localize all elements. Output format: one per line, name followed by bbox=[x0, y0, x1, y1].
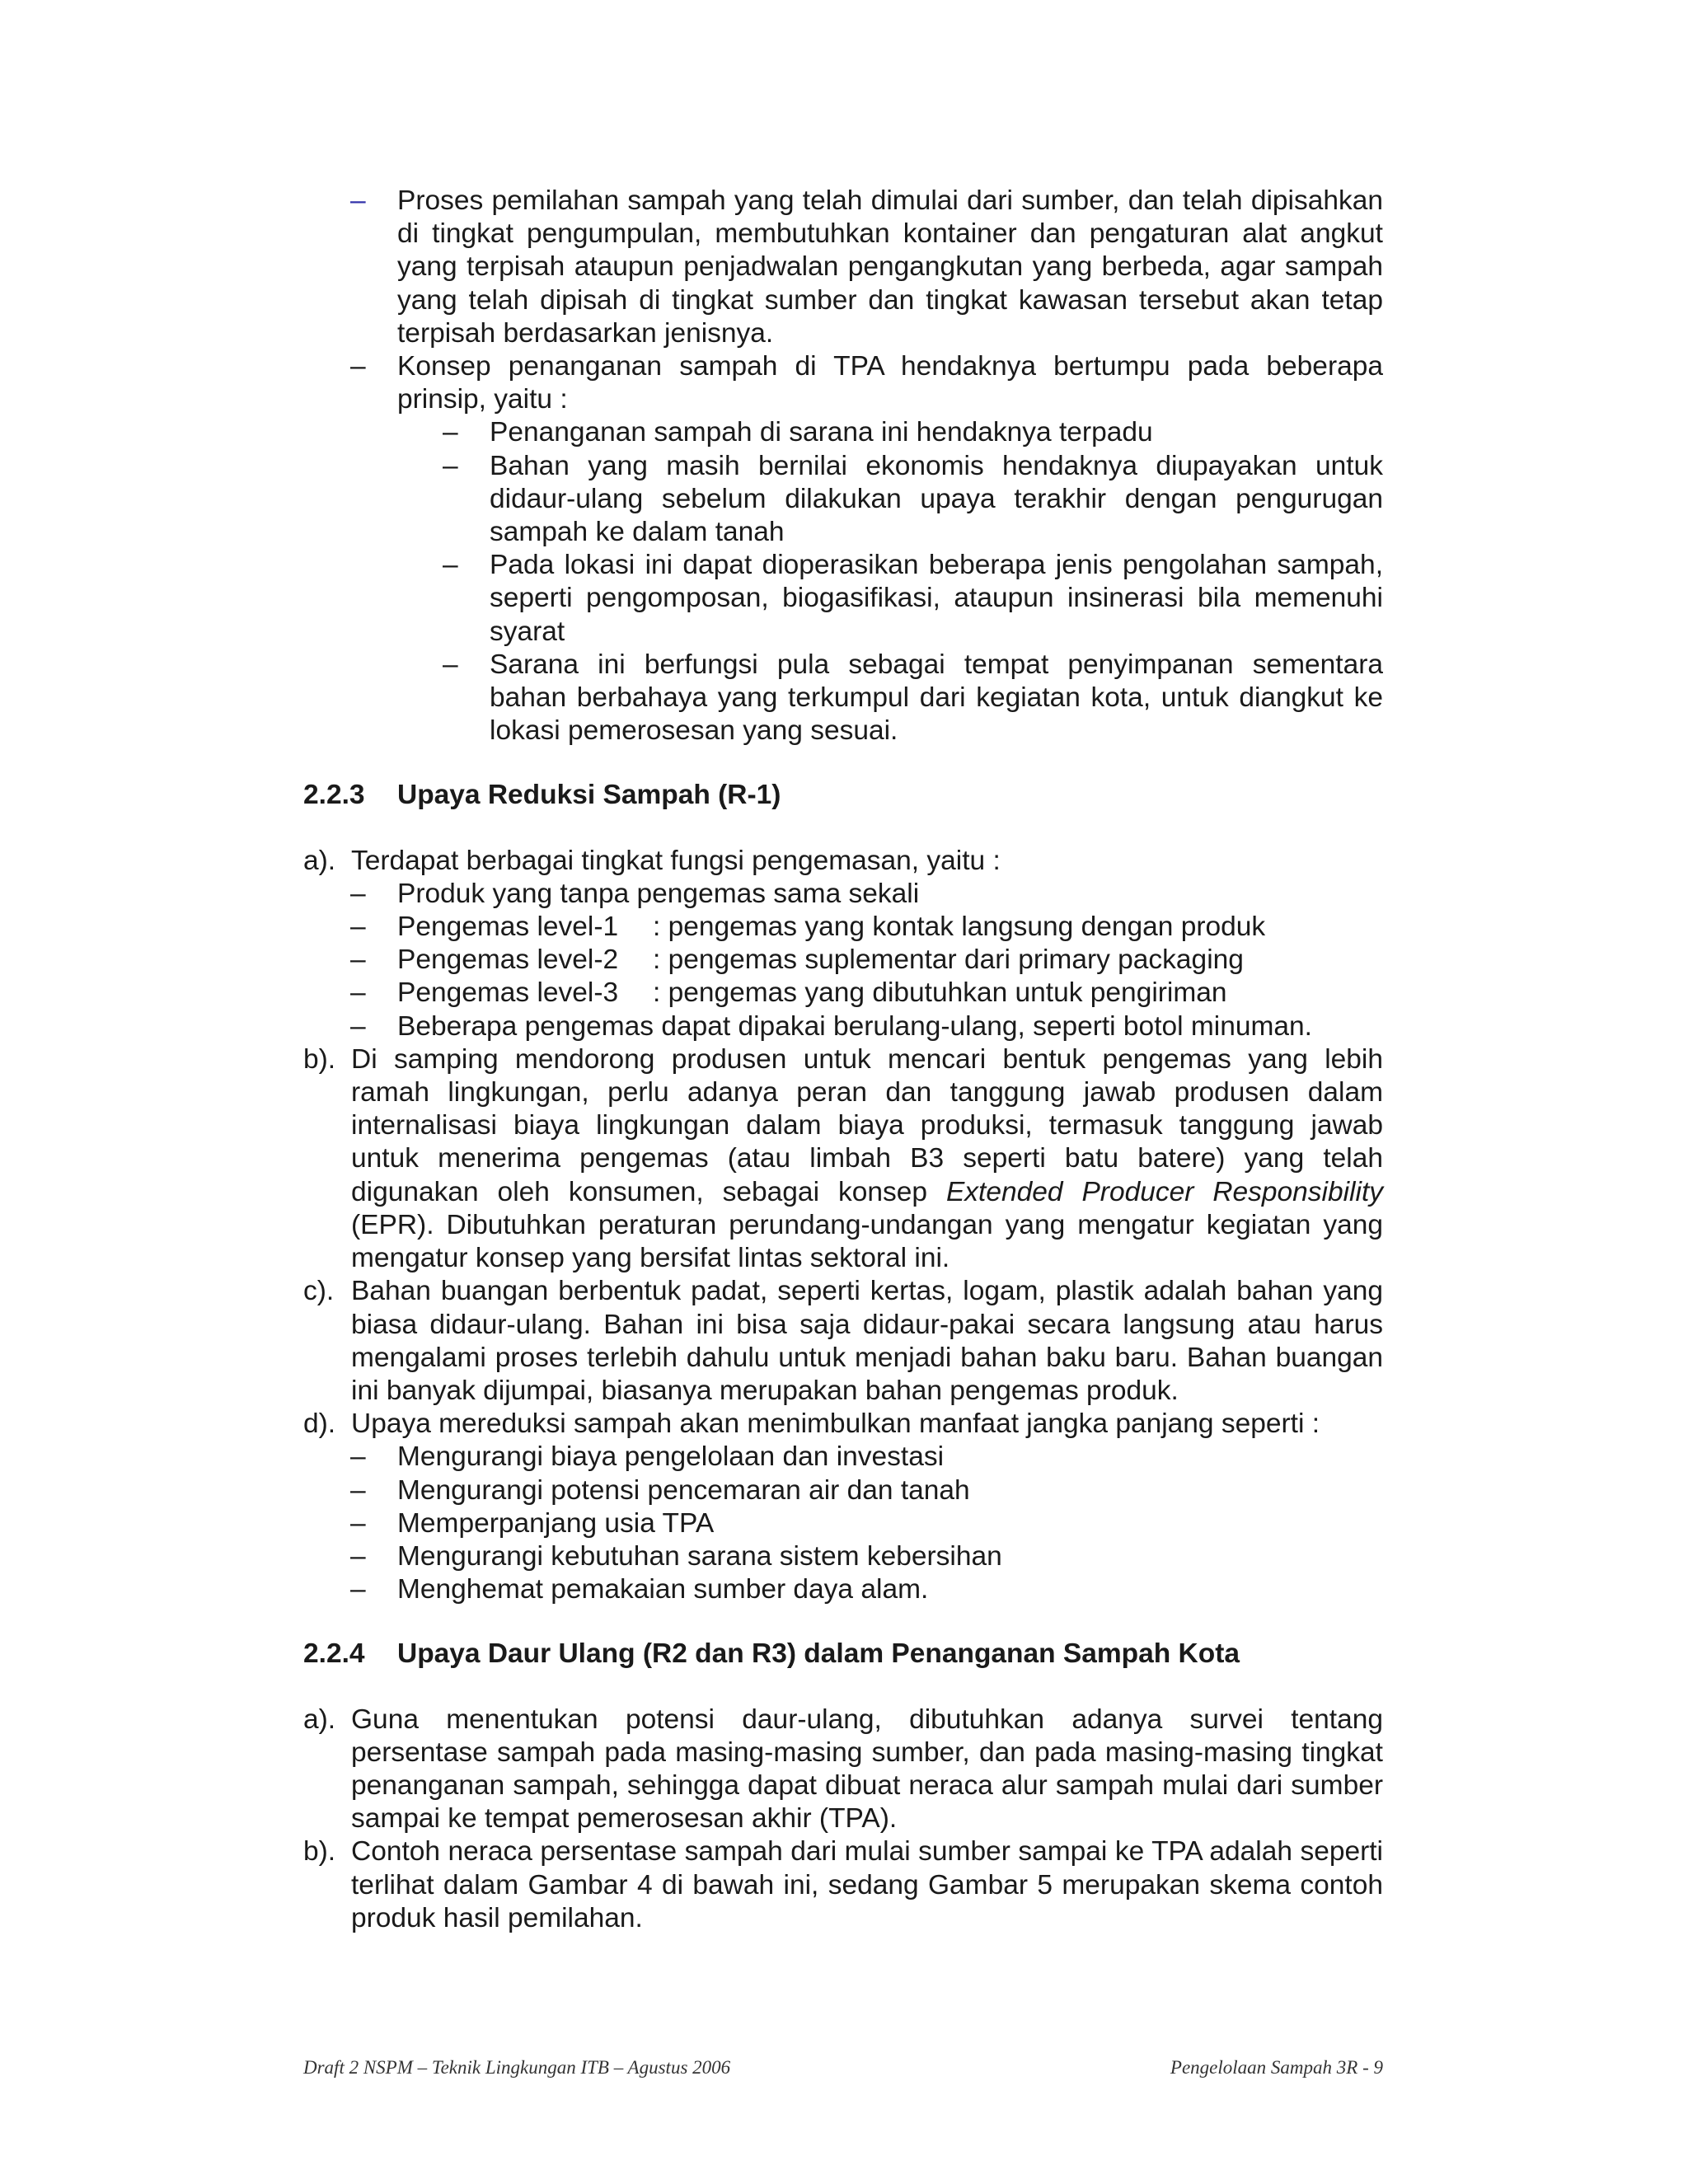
list-item-text: Memperpanjang usia TPA bbox=[397, 1507, 715, 1539]
list-item-text: Proses pemilahan sampah yang telah dimulai dari sumber, dan telah dipisahkan di tingkat pengumpulan, membutuhkan kontainer dan pengaturan alat angkut yang terpisah ataupun penjadwalan pengangkutan yang berbeda, agar sampah yang telah dipisah di tingkat sumber dan tingkat kawasan tersebut akan tetap terpisah berdasarkan jenisnya. bbox=[397, 185, 1383, 349]
item-text: Upaya mereduksi sampah akan menimbulkan manfaat jangka panjang seperti : bbox=[351, 1408, 1320, 1440]
lettered-item-b bbox=[303, 1835, 1383, 1935]
dash-bullet: – bbox=[350, 1441, 366, 1473]
list-item bbox=[303, 1474, 1383, 1507]
item-text: Bahan buangan berbentuk padat, seperti kertas, logam, plastik adalah bahan yang biasa didaur-ulang. Bahan ini bisa saja didaur-pakai secara langsung atau harus mengalami proses terlebih dahulu untuk menjadi bahan baku baru. Bahan buangan ini banyak dijumpai, biasanya merupakan bahan pengemas produk. bbox=[351, 1276, 1383, 1406]
lettered-item-d bbox=[303, 1408, 1383, 1441]
list-item-text: Bahan yang masih bernilai ekonomis hendaknya diupayakan untuk didaur-ulang sebelum dilakukan upaya terakhir dengan pengurugan sampah ke dalam tanah bbox=[490, 450, 1383, 548]
dash-bullet: – bbox=[350, 878, 366, 909]
list-item bbox=[303, 1573, 1383, 1606]
list-item-text: Mengurangi biaya pengelolaan dan investasi bbox=[397, 1441, 945, 1473]
item-text: Guna menentukan potensi daur-ulang, dibutuhkan adanya survei tentang persentase sampah pada masing-masing sumber, dan pada masing-masing tingkat penanganan sampah, sehingga dapat dibuat neraca alur sampah mulai dari sumber sampai ke tempat pemerosesan akhir (TPA). bbox=[351, 1704, 1383, 1835]
lettered-item-a bbox=[303, 1704, 1383, 1836]
list-item bbox=[303, 1540, 1383, 1573]
dash-bullet: – bbox=[350, 977, 366, 1009]
section-title: Upaya Daur Ulang (R2 dan R3) dalam Penanganan Sampah Kota bbox=[397, 1638, 1240, 1670]
dash-bullet: – bbox=[443, 450, 458, 481]
list-item-text: Pada lokasi ini dapat dioperasikan beberapa jenis pengolahan sampah, seperti pengomposan, biogasifikasi, ataupun insinerasi bila memenuhi syarat bbox=[490, 550, 1383, 647]
list-item-text: Menghemat pemakaian sumber daya alam. bbox=[397, 1574, 929, 1605]
item-text: Di samping mendorong produsen untuk mencari bentuk pengemas yang lebih ramah lingkungan, perlu adanya peran dan tanggung jawab produsen dalam internalisasi biaya lingkungan dalam biaya produksi, termasuk tanggung jawab untuk menerima pengemas (atau limbah B3 seperti batu batere) yang telah digunakan oleh konsumen, sebagai konsep bbox=[351, 1043, 1383, 1207]
sub-list-item bbox=[303, 450, 1383, 550]
section-number: 2.2.4 bbox=[303, 1638, 365, 1670]
level-description: : pengemas yang dibutuhkan untuk pengiriman bbox=[653, 977, 1227, 1009]
footer-left: Draft 2 NSPM – Teknik Lingkungan ITB – Agustus 2006 bbox=[303, 2057, 731, 2078]
item-text-continued: (EPR). Dibutuhkan peraturan perundang-undangan yang mengatur kegiatan yang mengatur konsep yang bersifat lintas sektoral ini. bbox=[351, 1209, 1383, 1274]
dash-bullet: – bbox=[443, 649, 458, 680]
dash-bullet: – bbox=[350, 944, 366, 976]
footer-right: Pengelolaan Sampah 3R - 9 bbox=[1170, 2057, 1383, 2078]
item-letter: b). bbox=[303, 1043, 336, 1075]
list-item-text: Produk yang tanpa pengemas sama sekali bbox=[397, 878, 920, 909]
lettered-item-b bbox=[303, 1043, 1383, 1275]
list-item bbox=[303, 1507, 1383, 1540]
list-item-text: Sarana ini berfungsi pula sebagai tempat penyimpanan sementara bahan berbahaya yang terkumpul dari kegiatan kota, untuk diangkut ke lokasi pemerosesan yang sesuai. bbox=[490, 649, 1383, 747]
dash-bullet: – bbox=[350, 185, 366, 216]
dash-bullet: – bbox=[350, 351, 366, 382]
sub-list-item bbox=[303, 649, 1383, 748]
level-label: Pengemas level-1 bbox=[397, 912, 619, 943]
section-title: Upaya Reduksi Sampah (R-1) bbox=[397, 780, 781, 811]
item-text: Contoh neraca persentase sampah dari mulai sumber sampai ke TPA adalah seperti terlihat dalam Gambar 4 di bawah ini, sedang Gambar 5 merupakan skema contoh produk hasil pemilahan. bbox=[351, 1836, 1383, 1933]
section-heading-2-2-3 bbox=[303, 779, 1383, 812]
packaging-level-item bbox=[303, 944, 1383, 977]
section-heading-2-2-4 bbox=[303, 1638, 1383, 1671]
page-content bbox=[303, 185, 1383, 1935]
lettered-item-a bbox=[303, 845, 1383, 878]
italic-term: Extended Producer Responsibility bbox=[945, 1176, 1383, 1207]
level-label: Pengemas level-2 bbox=[397, 944, 619, 976]
lettered-item-c bbox=[303, 1275, 1383, 1408]
level-description: : pengemas yang kontak langsung dengan produk bbox=[653, 912, 1266, 943]
dash-bullet: – bbox=[350, 1574, 366, 1605]
list-item bbox=[303, 350, 1383, 416]
sub-list-item bbox=[303, 416, 1383, 449]
section-number: 2.2.3 bbox=[303, 780, 365, 811]
dash-bullet: – bbox=[443, 417, 458, 448]
dash-bullet: – bbox=[350, 1540, 366, 1572]
dash-bullet: – bbox=[350, 1010, 366, 1042]
dash-bullet: – bbox=[443, 550, 458, 581]
level-label: Pengemas level-3 bbox=[397, 977, 619, 1009]
sub-list-item bbox=[303, 549, 1383, 649]
dash-bullet: – bbox=[350, 1507, 366, 1539]
dash-bullet: – bbox=[350, 912, 366, 943]
item-letter: d). bbox=[303, 1408, 336, 1440]
list-item-text: Penanganan sampah di sarana ini hendaknya terpadu bbox=[490, 417, 1153, 448]
packaging-level-item bbox=[303, 977, 1383, 1010]
item-letter: a). bbox=[303, 845, 336, 876]
item-letter: c). bbox=[303, 1276, 335, 1307]
item-letter: a). bbox=[303, 1704, 336, 1735]
item-letter: b). bbox=[303, 1836, 336, 1868]
list-item-text: Konsep penanganan sampah di TPA hendaknya bertumpu pada beberapa prinsip, yaitu : bbox=[397, 351, 1383, 415]
item-text: Terdapat berbagai tingkat fungsi pengemasan, yaitu : bbox=[351, 845, 1001, 876]
list-item-text: Beberapa pengemas dapat dipakai berulang-ulang, seperti botol minuman. bbox=[397, 1010, 1312, 1042]
list-item-text: Mengurangi potensi pencemaran air dan tanah bbox=[397, 1474, 970, 1506]
dash-bullet: – bbox=[350, 1474, 366, 1506]
list-item bbox=[303, 1441, 1383, 1474]
list-item bbox=[303, 1010, 1383, 1043]
packaging-level-item bbox=[303, 911, 1383, 944]
level-description: : pengemas suplementar dari primary packaging bbox=[653, 944, 1244, 976]
list-item bbox=[303, 878, 1383, 911]
list-item-text: Mengurangi kebutuhan sarana sistem kebersihan bbox=[397, 1540, 1002, 1572]
list-item bbox=[303, 185, 1383, 350]
